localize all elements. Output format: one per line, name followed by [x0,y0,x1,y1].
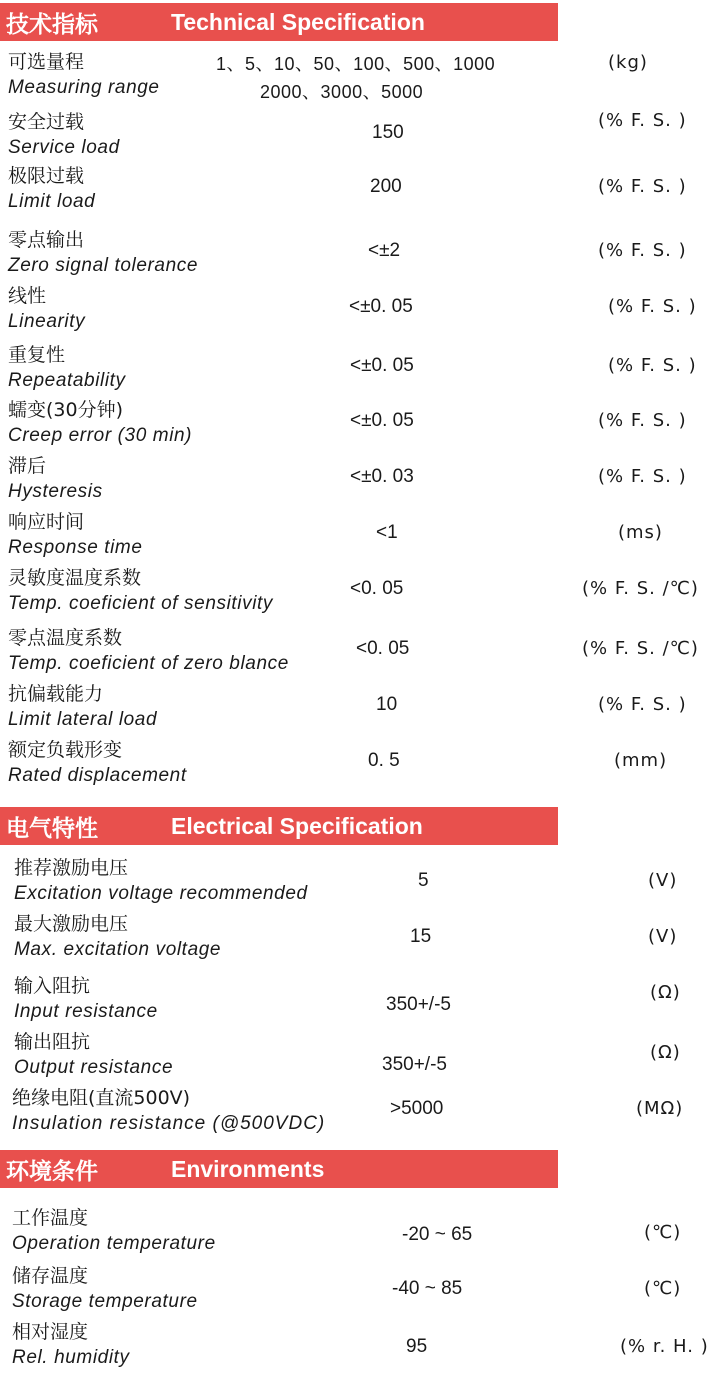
spec-unit: (℃) [644,1222,682,1243]
spec-label-zh: 额定负载形变 [8,739,123,761]
spec-value-line1: 1、5、10、50、100、500、1000 [216,54,496,74]
spec-label-zh: 输出阻抗 [14,1031,91,1053]
spec-unit: (% F. S. /℃) [582,578,699,599]
spec-value: >5000 [390,1098,444,1119]
spec-label [8,164,95,214]
spec-label [8,738,187,788]
spec-label-zh: 零点温度系数 [8,627,123,649]
spec-label [8,110,120,160]
spec-label-en: Excitation voltage recommended [14,883,308,904]
spec-value: <±0. 05 [350,410,414,431]
spec-label [12,1320,130,1370]
spec-label-zh: 可选量程 [8,51,85,73]
spec-value: <±0. 05 [349,296,413,317]
spec-label-en: Response time [8,537,143,558]
spec-value: 10 [376,694,398,715]
spec-unit: (% r. H. ) [620,1336,709,1357]
spec-unit: (% F. S. ) [598,410,687,431]
spec-label-en: Rated displacement [8,765,187,786]
spec-label-en: Insulation resistance (@500VDC) [12,1113,326,1134]
spec-value: 350+/-5 [382,1054,447,1075]
spec-label [12,1264,198,1314]
spec-unit: (mm) [614,750,668,771]
spec-label-zh: 储存温度 [12,1265,89,1287]
spec-label-en: Zero signal tolerance [8,255,199,276]
technical-title-zh: 技术指标 [6,11,98,38]
environments-title-en: Environments [171,1155,325,1182]
spec-label-en: Creep error (30 min) [8,425,193,446]
spec-unit: (V) [648,926,678,947]
spec-unit: (% F. S. ) [598,466,687,487]
spec-value: <0. 05 [356,638,410,659]
spec-unit: (% F. S. ) [598,176,687,197]
spec-label [8,228,198,278]
spec-label [8,626,289,676]
spec-unit: (% F. S. ) [598,694,687,715]
spec-unit: (V) [648,870,678,891]
spec-label [14,1030,173,1080]
spec-label [8,343,126,393]
spec-label [14,856,308,906]
spec-value-line2: 2000、3000、5000 [260,82,424,102]
spec-label-en: Repeatability [8,370,126,391]
spec-label-zh: 绝缘电阻(直流500V) [12,1087,191,1109]
spec-label-zh: 推荐激励电压 [14,857,129,879]
spec-label-en: Limit load [8,191,96,212]
spec-unit: (% F. S. ) [598,110,687,131]
spec-label-en: Temp. coeficient of zero blance [8,653,289,674]
spec-value: 15 [410,926,432,947]
spec-unit: (℃) [644,1278,682,1299]
electrical-title-en: Electrical Specification [171,812,423,839]
spec-label-zh: 相对湿度 [12,1321,89,1343]
spec-label [8,454,103,504]
spec-value: <±0. 03 [350,466,414,487]
environments-section-header [0,1150,558,1188]
spec-label-en: Limit lateral load [8,709,158,730]
spec-label [8,510,143,560]
spec-label-en: Service load [8,137,120,158]
spec-label-zh: 输入阻抗 [14,975,91,997]
electrical-title-zh: 电气特性 [6,815,98,842]
electrical-section-header [0,807,558,845]
spec-unit: (Ω) [650,1042,681,1063]
spec-value: 150 [372,122,404,143]
spec-value: <1 [376,522,398,543]
spec-label-en: Temp. coeficient of sensitivity [8,593,274,614]
spec-label-en: Measuring range [8,77,160,98]
spec-label-en: Max. excitation voltage [14,939,222,960]
spec-label-zh: 抗偏载能力 [8,683,104,705]
spec-unit: (% F. S. /℃) [582,638,699,659]
environments-title-zh: 环境条件 [6,1158,98,1185]
spec-label-zh: 极限过载 [8,165,85,187]
spec-label [8,682,157,732]
spec-label [12,1206,216,1256]
spec-label [14,912,221,962]
spec-label-zh: 线性 [8,285,47,307]
spec-unit: (% F. S. ) [608,355,697,376]
spec-value: 350+/-5 [386,994,451,1015]
spec-label-zh: 安全过载 [8,111,85,133]
technical-section-header [0,3,558,41]
spec-label-zh: 零点输出 [8,229,85,251]
spec-label-zh: 重复性 [8,344,66,366]
spec-label-en: Output resistance [14,1057,174,1078]
spec-value: 0. 5 [368,750,400,771]
spec-unit: (MΩ) [636,1098,684,1119]
spec-label-en: Operation temperature [12,1233,216,1254]
spec-label-zh: 灵敏度温度系数 [8,567,142,589]
spec-value: <±0. 05 [350,355,414,376]
spec-value: 5 [418,870,429,891]
spec-label-zh: 最大激励电压 [14,913,129,935]
spec-label-en: Input resistance [14,1001,158,1022]
spec-value: <0. 05 [350,578,404,599]
spec-label [8,284,85,334]
spec-label [12,1086,325,1136]
spec-label-en: Linearity [8,311,86,332]
spec-label-en: Hysteresis [8,481,103,502]
spec-unit: (Ω) [650,982,681,1003]
spec-unit: (kg) [608,52,648,73]
spec-unit: (% F. S. ) [608,296,697,317]
spec-label [14,974,158,1024]
spec-label [8,398,192,448]
spec-label [8,566,273,616]
spec-label [8,50,160,100]
spec-label-zh: 响应时间 [8,511,85,533]
spec-unit: (% F. S. ) [598,240,687,261]
spec-unit: (ms) [618,522,663,543]
spec-value: -20 ~ 65 [402,1224,473,1245]
spec-value: <±2 [368,240,401,261]
spec-label-en: Storage temperature [12,1291,198,1312]
spec-label-zh: 蠕变(30分钟) [8,399,124,421]
spec-label-zh: 工作温度 [12,1207,89,1229]
technical-title-en: Technical Specification [171,8,425,35]
spec-value: 200 [370,176,402,197]
spec-label-zh: 滞后 [8,455,47,477]
spec-value: 95 [406,1336,428,1357]
spec-value: -40 ~ 85 [392,1278,463,1299]
spec-label-en: Rel. humidity [12,1347,130,1368]
